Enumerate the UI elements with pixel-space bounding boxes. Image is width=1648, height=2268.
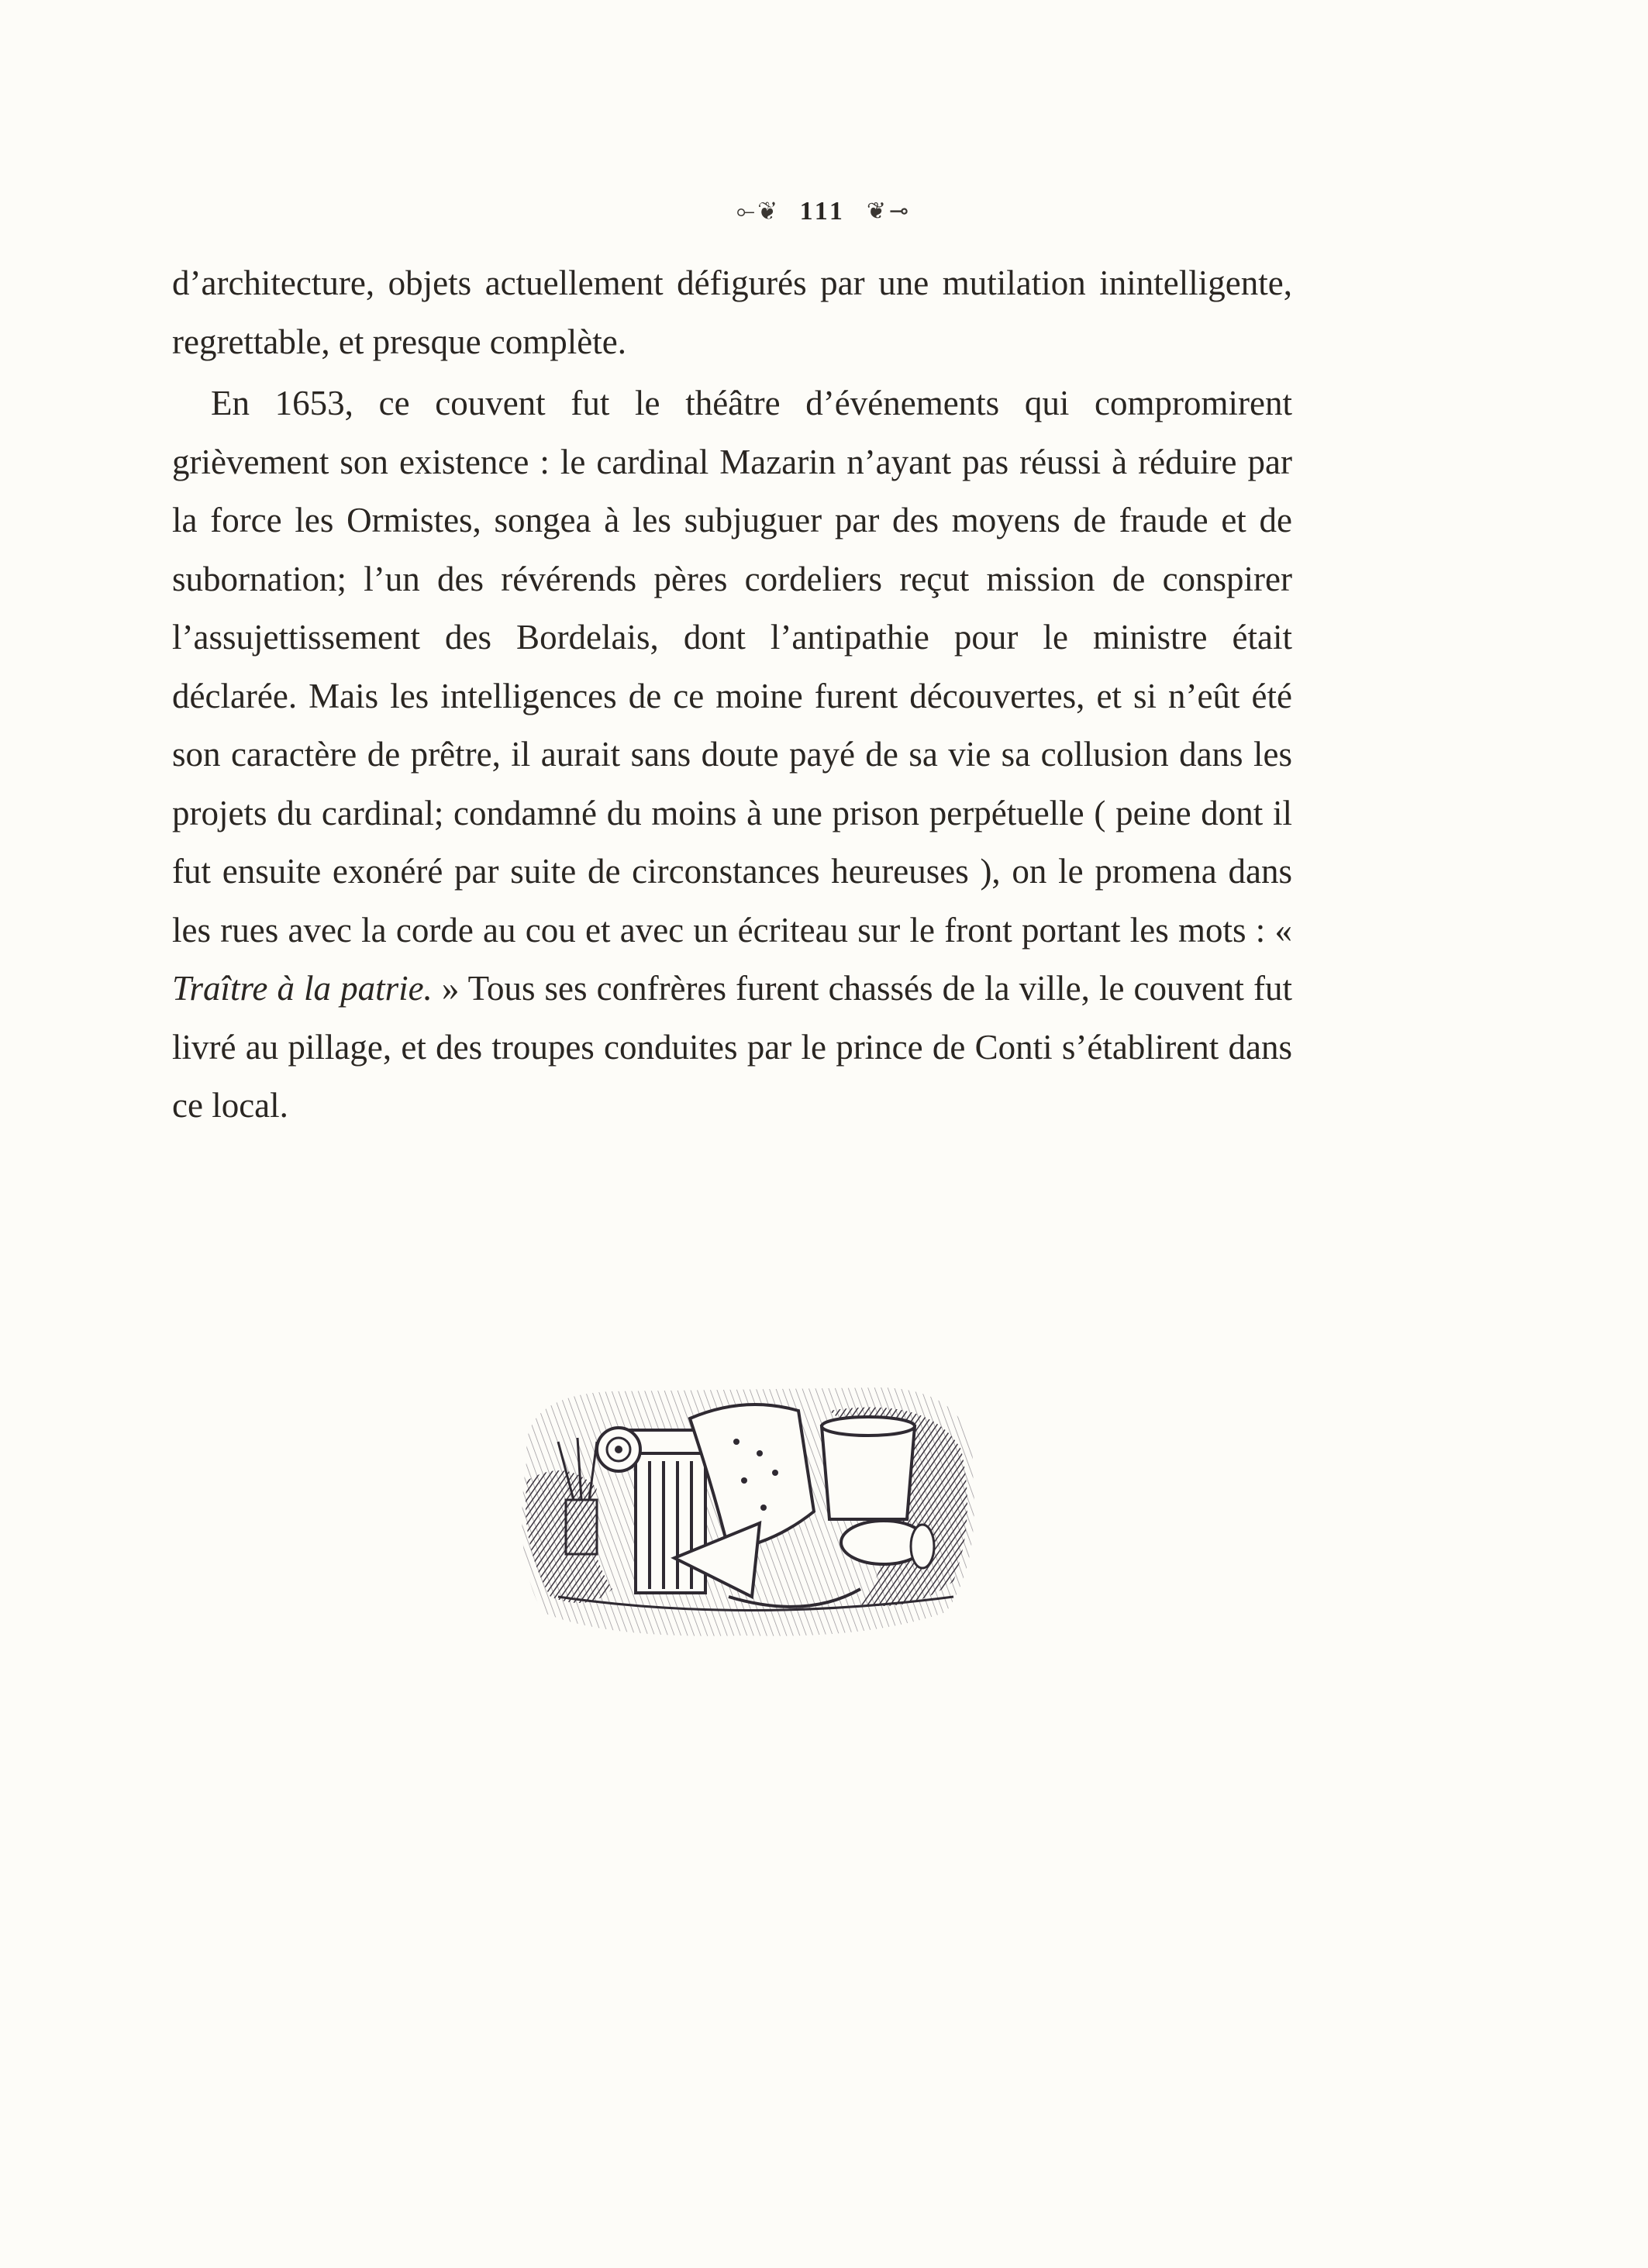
paragraph-1: d’architecture, objets actuellement défigurés par une mutilation inintelligente, regrettable, et presque complète. xyxy=(172,264,1292,361)
page-header xyxy=(0,192,1648,226)
paragraph-2-italic-quote: Traître à la patrie. xyxy=(172,969,433,1008)
ornament-right-icon: ❦⊸ xyxy=(866,198,912,225)
page-number: 111 xyxy=(799,196,846,226)
paragraph-2 xyxy=(172,374,1292,1136)
paragraph-2-text-b: » Tous ses confrères furent chassés de la ville, le couvent fut livré au pillage, et des troupes conduites par le prince de Conti s’établirent dans ce local. xyxy=(172,969,1292,1125)
body-text xyxy=(172,254,1292,1136)
architectural-ruins-engraving-icon xyxy=(496,1364,992,1651)
ornament-left-icon: ⟜❦ xyxy=(736,198,779,224)
paragraph-2-text-a: En 1653, ce couvent fut le théâtre d’événements qui compromirent grièvement son existence : le cardinal Mazarin n’ayant pas réussi à réduire par la force les Ormistes, songea à les subjuguer par des moyens de fraude et de subornation; l’un des révérends pères cordeliers reçut mission de conspirer l’assujettissement des Bordelais, dont l’antipathie pour le ministre était déclarée. Mais les intelligences de ce moine furent découvertes, et si n’eût été son caractère de prêtre, il aurait sans doute payé de sa vie sa collusion dans les projets du cardinal; condamné du moins à une prison perpétuelle ( peine dont il fut ensuite exonéré par suite de circonstances heureuses ), on le promena dans les rues avec la corde au cou et avec un écriteau sur le front portant les mots : « xyxy=(172,384,1292,950)
